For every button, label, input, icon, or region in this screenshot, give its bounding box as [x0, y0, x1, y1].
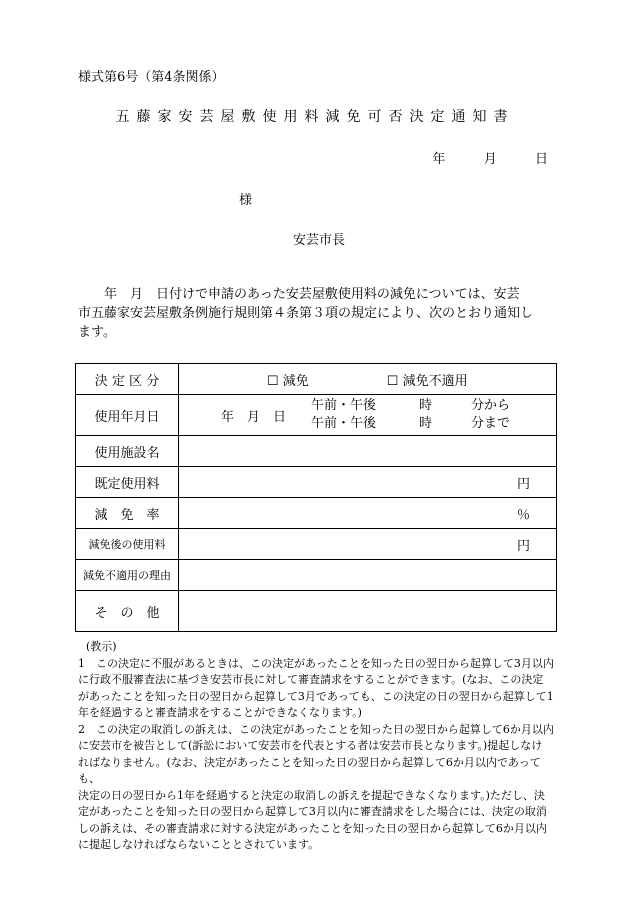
- note-line: 2 この決定の取消しの訴えは、この決定があったことを知った日の翌日から起算して6か月以内: [78, 722, 554, 736]
- date-month: 月: [483, 152, 497, 167]
- note-line: に行政不服審査法に基づき安芸市長に対して審査請求をすることができます。(なお、この決定: [78, 673, 544, 686]
- after-fee-label: 減免後の使用料: [76, 529, 179, 560]
- not-applied-checkbox[interactable]: ☐ 減免不適用: [386, 373, 468, 389]
- decision-options: [179, 364, 557, 395]
- minute-from: 分から: [471, 398, 511, 413]
- notes-section: [78, 639, 556, 854]
- after-fee-field[interactable]: [179, 529, 557, 560]
- date-line: [432, 148, 548, 167]
- body-line: 年 月 日付けで申請のあった安芸屋敷使用料の減免については、安芸: [78, 287, 520, 302]
- note-line: 1 この決定に不服があるときは、この決定があったことを知った日の翌日から起算して3月以内: [78, 656, 554, 670]
- minute-to: 分まで: [471, 416, 511, 431]
- usage-date-label: 使用年月日: [76, 395, 179, 436]
- hour-end: 時: [419, 416, 433, 431]
- usage-date-ymd: 年 月 日: [221, 409, 287, 425]
- notes-header: (教示): [86, 640, 117, 653]
- form-number-label: 様式第6号（第4条関係）: [78, 70, 225, 85]
- info-table: [75, 363, 557, 632]
- ampm-end: 午前・午後: [311, 416, 377, 431]
- date-day: 日: [534, 152, 548, 167]
- table-row: [76, 364, 557, 395]
- facility-field[interactable]: [179, 436, 557, 467]
- rate-field[interactable]: [179, 498, 557, 529]
- other-field[interactable]: [179, 591, 557, 632]
- reason-label: 減免不適用の理由: [76, 560, 179, 591]
- rate-unit: ％: [516, 507, 530, 523]
- note-line: ればなりません。(なお、決定があったことを知った日の翌日から起算して6か月以内であっても、: [78, 755, 541, 785]
- reason-field[interactable]: [179, 560, 557, 591]
- usage-date-cell[interactable]: [179, 395, 557, 436]
- date-year: 年: [432, 152, 446, 167]
- ampm-start: 午前・午後: [311, 398, 377, 413]
- other-label: そ の 他: [76, 591, 179, 632]
- body-line: 市五藤家安芸屋敷条例施行規則第４条第３項の規定により、次のとおり通知し: [78, 306, 534, 321]
- body-line: ます。: [78, 325, 116, 340]
- hour-start: 時: [419, 398, 433, 413]
- table-row: [76, 529, 557, 560]
- rate-label: 減 免 率: [76, 498, 179, 529]
- fee-field[interactable]: [179, 467, 557, 498]
- table-row: [76, 498, 557, 529]
- note-line: があったことを知った日の翌日から起算して3月であっても、この決定の日の翌日から起算して1: [78, 689, 554, 703]
- issuer-name: 安芸市長: [293, 233, 346, 248]
- table-row: [76, 395, 557, 436]
- table-row: [76, 436, 557, 467]
- fee-label: 既定使用料: [76, 467, 179, 498]
- body-text: [78, 285, 556, 342]
- facility-label: 使用施設名: [76, 436, 179, 467]
- note-line: に提起しなければならないこととされています。: [78, 838, 320, 851]
- decision-label: 決 定 区 分: [76, 364, 179, 395]
- note-line: 定があったことを知った日の翌日から起算して3月以内に審査請求をした場合には、決定の取消: [78, 805, 547, 818]
- after-fee-unit: 円: [516, 538, 530, 554]
- table-row: [76, 467, 557, 498]
- exempt-checkbox[interactable]: ☐ 減免: [267, 373, 309, 389]
- table-row: [76, 591, 557, 632]
- note-line: 決定の日の翌日から1年を経過すると決定の取消しの訴えを提起できなくなります。)ただし、決: [78, 788, 545, 802]
- note-line: に安芸市を被告として(訴訟において安芸市を代表とする者は安芸市長となります。)提起しなけ: [78, 739, 543, 752]
- table-row: [76, 560, 557, 591]
- fee-unit: 円: [516, 476, 530, 492]
- recipient-suffix: 様: [239, 193, 253, 208]
- document-title: 五藤家安芸屋敷使用料減免可否決定通知書: [115, 109, 515, 125]
- note-line: 年を経過すると審査請求をすることができなくなります。): [78, 706, 362, 719]
- note-line: しの訴えは、その審査請求に対する決定があったことを知った日の翌日から起算して6か月以内: [78, 821, 547, 835]
